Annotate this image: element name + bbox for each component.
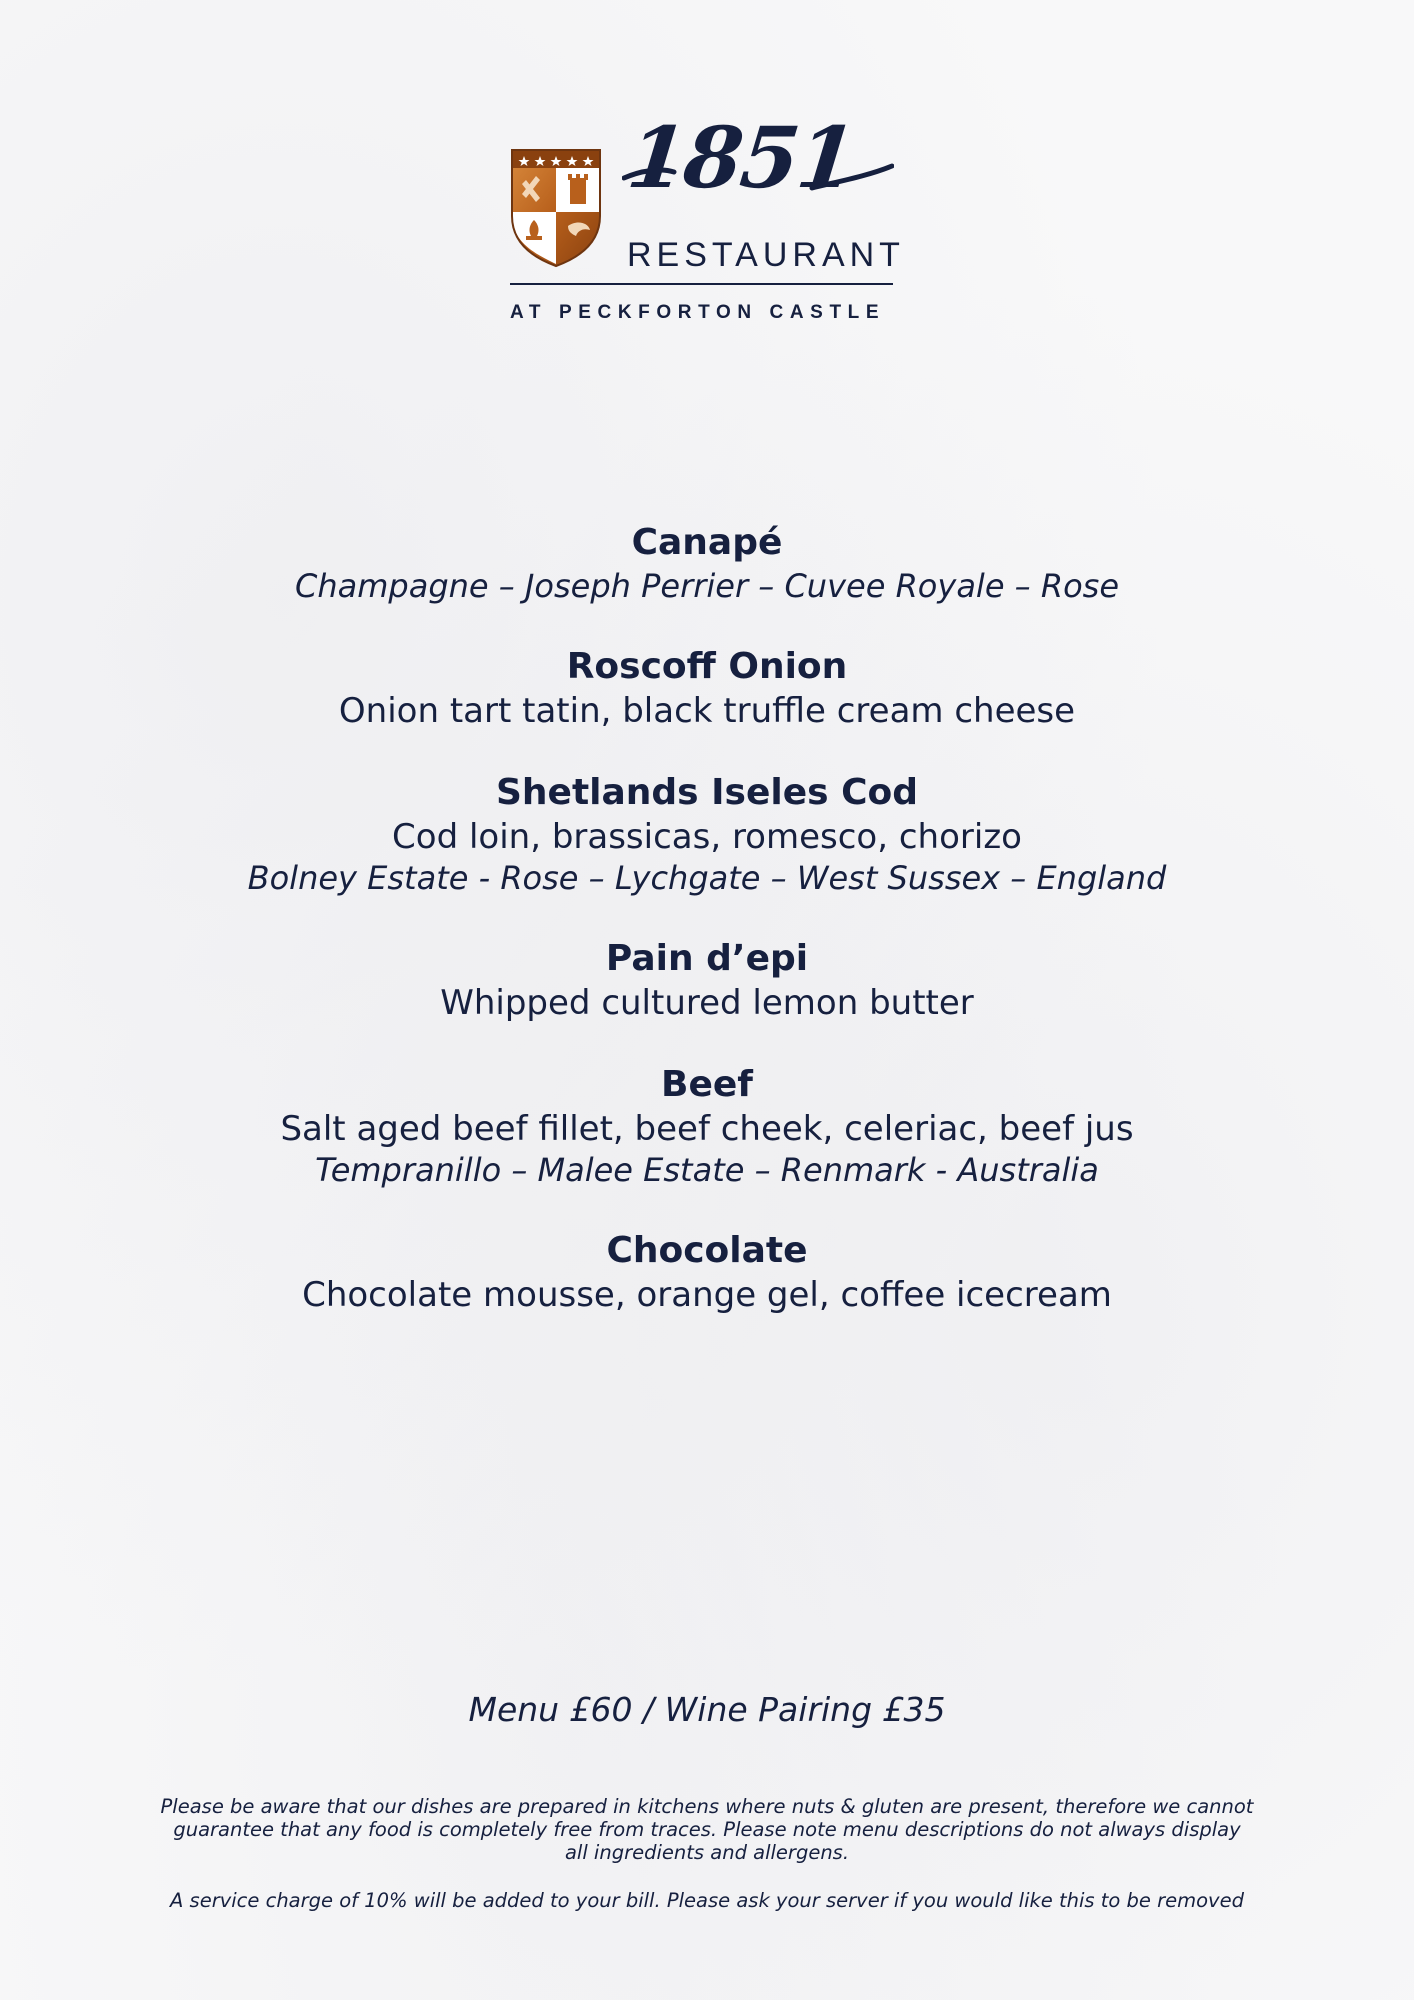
course-description: Salt aged beef fillet, beef cheek, celeriac, beef jus — [280, 1109, 1134, 1149]
course-pain-depi — [0, 936, 1414, 1024]
wine-pairing: Champagne – Joseph Perrier – Cuvee Royale – Rose — [294, 567, 1120, 605]
course-description: Whipped cultured lemon butter — [440, 983, 974, 1023]
course-title: Shetlands Iseles Cod — [495, 772, 919, 813]
course-list — [0, 520, 1414, 1354]
course-title: Roscoff Onion — [566, 646, 848, 687]
logo-divider — [510, 283, 893, 285]
restaurant-numeral: 1851 — [622, 108, 860, 207]
wine-pairing: Bolney Estate - Rose – Lychgate – West Sussex – England — [247, 859, 1167, 897]
course-roscoff-onion — [0, 644, 1414, 732]
course-beef — [0, 1062, 1414, 1190]
course-title: Pain d’epi — [605, 938, 809, 979]
price-line: Menu £60 / Wine Pairing £35 — [468, 1690, 946, 1729]
course-description: Chocolate mousse, orange gel, coffee icecream — [302, 1275, 1112, 1315]
course-title: Chocolate — [606, 1230, 808, 1271]
allergen-notice: Please be aware that our dishes are prepared in kitchens where nuts & gluten are present, therefore we cannot guarantee that any food is completely free from traces. Please note menu descriptions do not always display all ingredients and allergens. — [160, 1795, 1254, 1864]
service-charge-notice: A service charge of 10% will be added to your bill. Please ask your server if you would like this to be removed — [170, 1889, 1244, 1912]
course-cod — [0, 770, 1414, 898]
course-chocolate — [0, 1228, 1414, 1316]
wine-pairing: Tempranillo – Malee Estate – Renmark - Australia — [315, 1151, 1099, 1189]
location-line: AT PECKFORTON CASTLE — [510, 302, 886, 323]
course-description: Onion tart tatin, black truffle cream cheese — [338, 691, 1076, 731]
course-description: Cod loin, brassicas, romesco, chorizo — [392, 817, 1022, 857]
course-title: Canapé — [631, 522, 783, 563]
course-canape — [0, 520, 1414, 606]
course-title: Beef — [661, 1064, 753, 1105]
crest-icon — [510, 146, 602, 268]
restaurant-word: RESTAURANT — [627, 236, 905, 274]
restaurant-logo — [510, 108, 905, 328]
